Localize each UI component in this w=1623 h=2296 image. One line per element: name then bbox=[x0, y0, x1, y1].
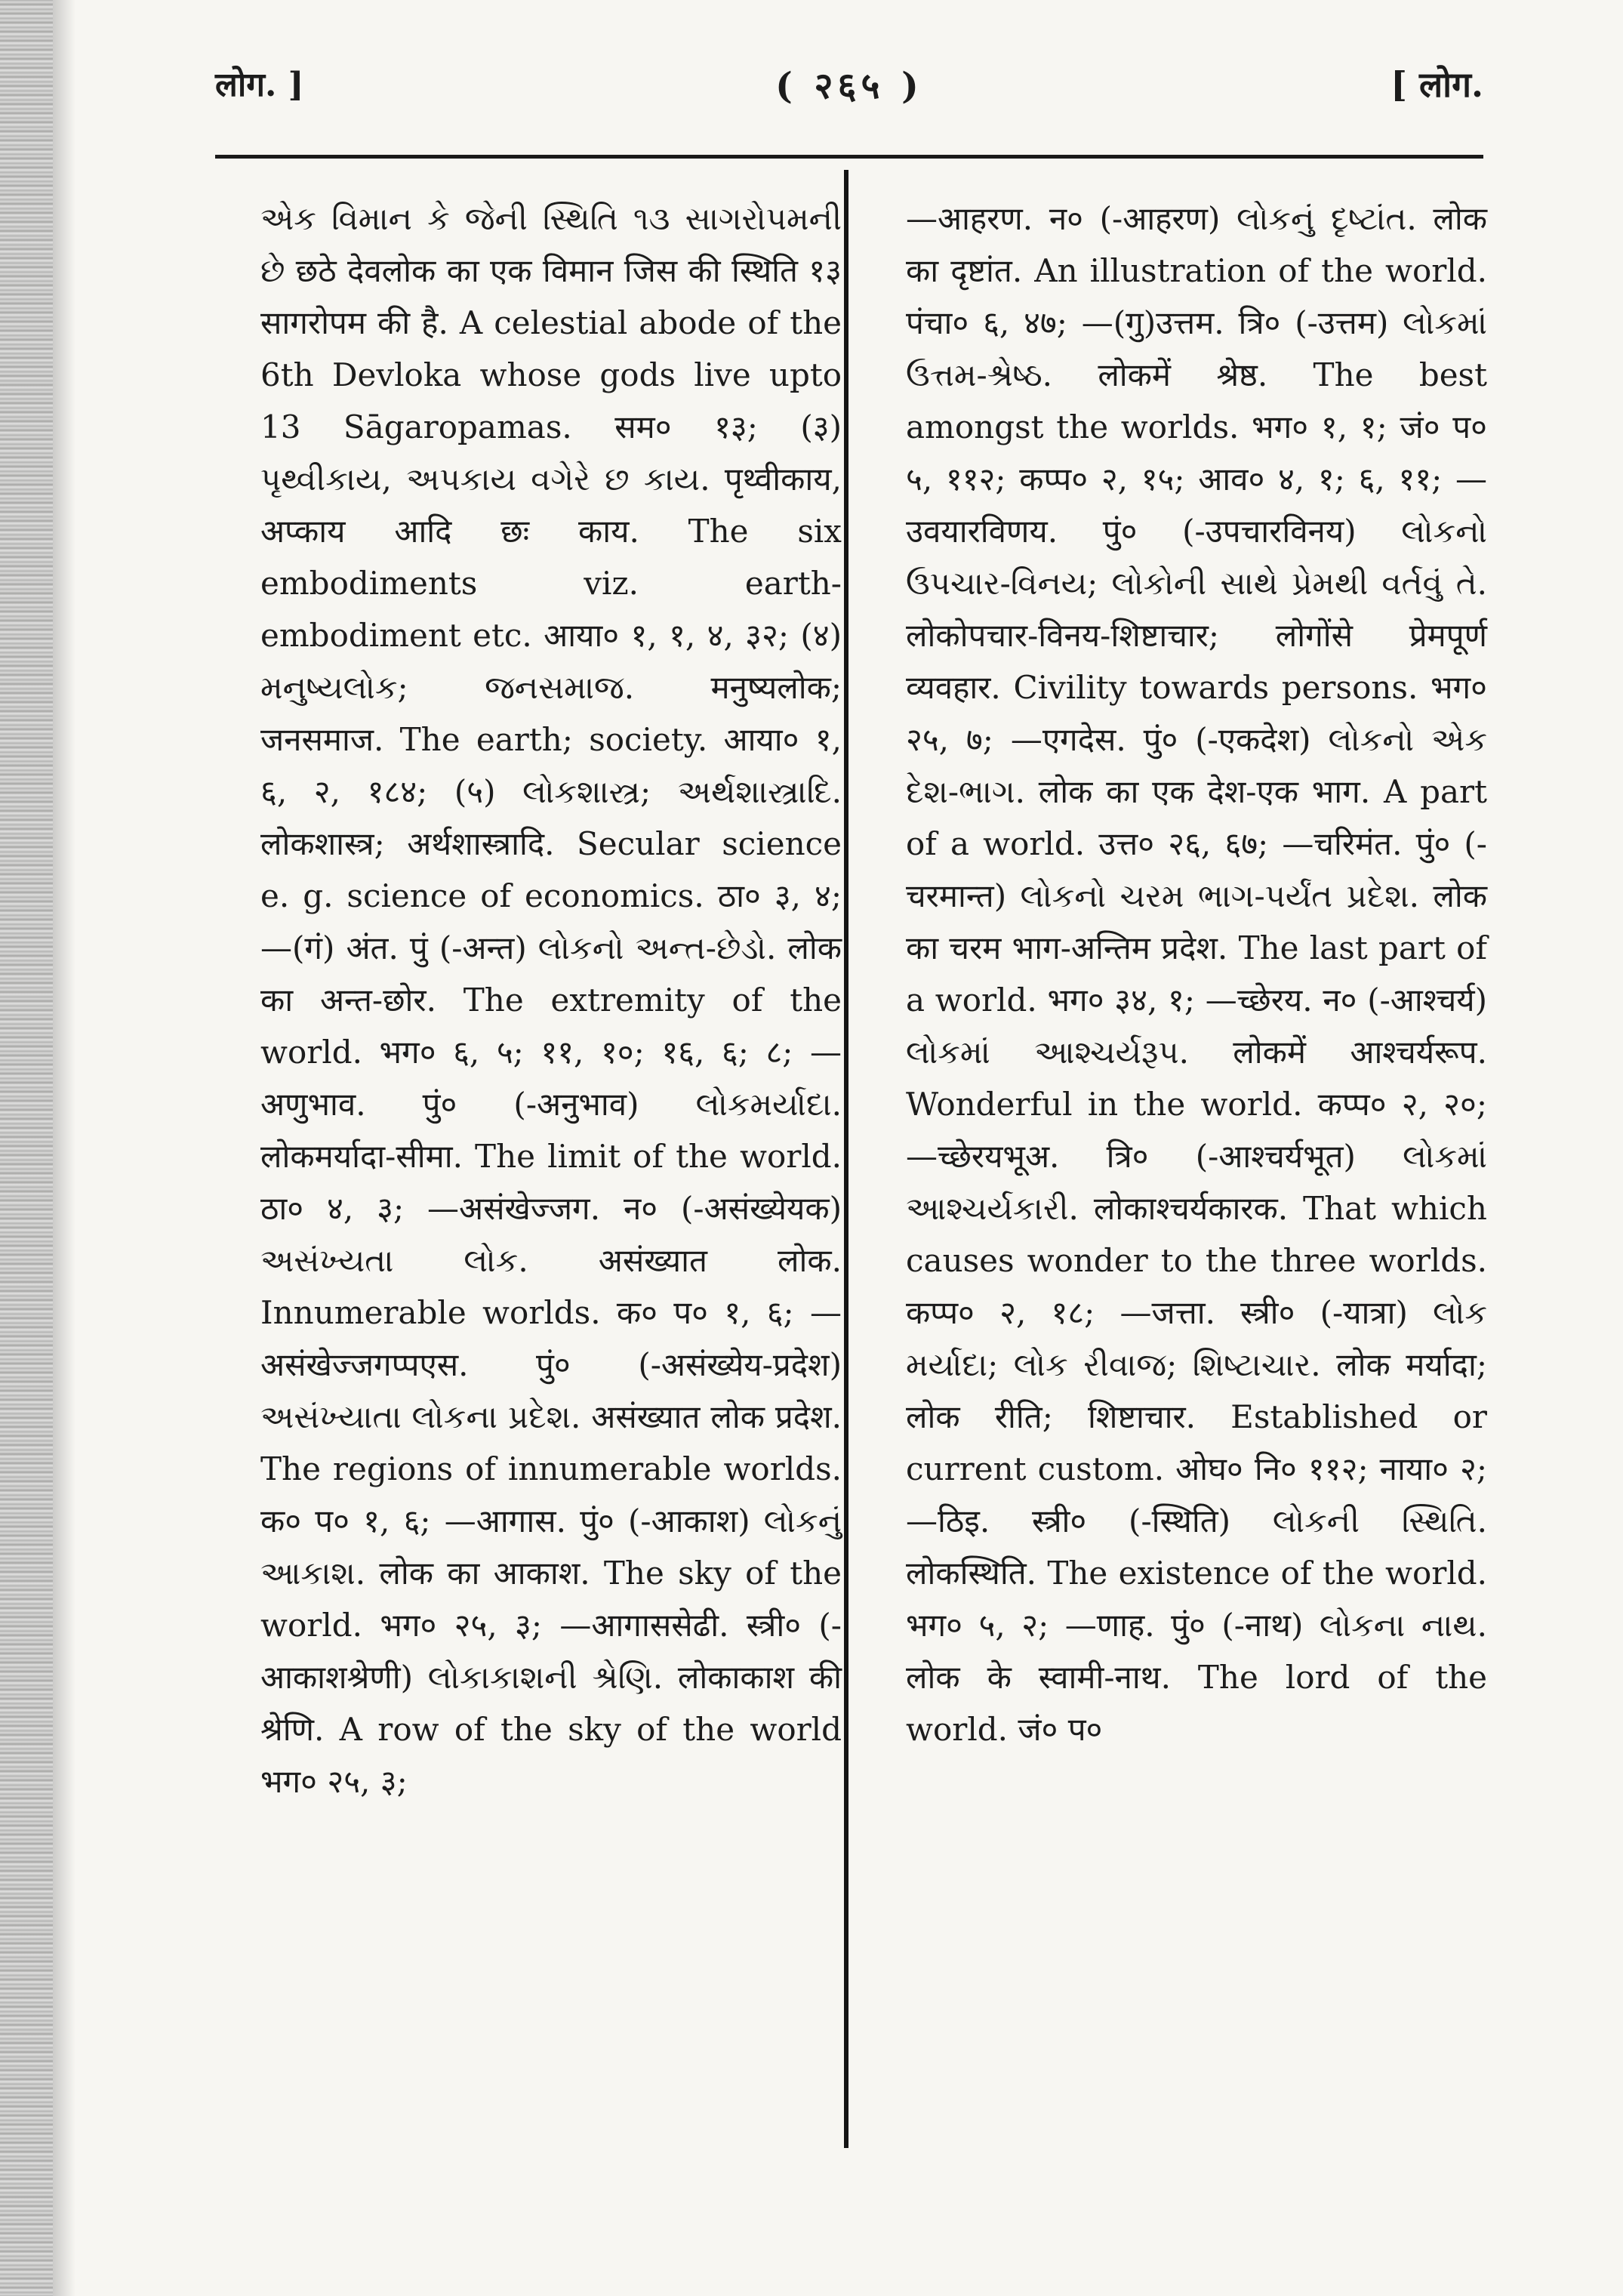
page-number: ( २६५ ) bbox=[775, 65, 923, 107]
header-rule bbox=[215, 155, 1483, 159]
right-column bbox=[906, 193, 1487, 1755]
column-divider bbox=[844, 170, 848, 2148]
left-column-text: એક વિમાન કે જેની સ્થિતિ ૧૩ સાગરોપમની છે छठे देवलोक का एक विमान जिस की स्थिति १३ सागरोपम की है. A celestial abode of the 6th Devloka whose gods live upto 13 Sāgaropamas. सम० १३; (३) પૃથ્વીકાય, અપકાય વગેરે છ કાય. पृथ्वीकाय, अप्काय आदि छः काय. The six embodiments viz. earth-embodiment etc. आया० १, १, ४, ३२; (४) મનુષ્યલોક; જનસમાજ. मनुष्यलोक; जनसमाज. The earth; society. आया० १, ६, २, १८४; (५) લોકશાસ્ત્ર; અર્થશાસ્ત્રાદિ. लोकशास्त्र; अर्थशास्त्रादि. Secular science e. g. science of economics. ठा० ३, ४; —(गं) अंत. पुं (-अन्त) લોકનો અન્ત-છેડો. लोक का अन्त-छोर. The extremity of the world. भग० ६, ५; ११, १०; १६, ६; ८; —अणुभाव. पुं० (-अनुभाव) લોકમર્યાદા. लोकमर्यादा-सीमा. The limit of the world. ठा० ४, ३; —असंखेज्जग. न० (-असंख्येयक) અસંખ્યતા લોક. असंख्यात लोक. Innumerable worlds. क० प० १, ६; —असंखेज्जगप्पएस. पुं० (-असंख्येय-प्रदेश) અસંખ્યાતા લોકના પ્રદેશ. असंख्यात लोक प्रदेश. The regions of innumerable worlds. क० प० १, ६; —आगास. पुं० (-आकाश) લોકનું આકાશ. लोक का आकाश. The sky of the world. भग० २५, ३; —आगाससेढी. स्त्री० (-आकाशश्रेणी) લોકાકાશની શ્રેણિ. लोकाकाश की श्रेणि. A row of the sky of the world भग० २५, ३; bbox=[260, 200, 842, 1800]
header-right-keyword: [ लोग. bbox=[1390, 64, 1483, 105]
right-column-text: —आहरण. न० (-आहरण) લોકનું દૃષ્ટાંત. लोक का दृष्टांत. An illustration of the world. पंचा० ६, ४७; —(गु)उत्तम. त्रि० (-उत्तम) લોકમાં ઉત્તમ-શ્રેષ્ઠ. लोकमें श्रेष्ठ. The best amongst the worlds. भग० १, १; जं० प० ५, ११२; कप्प० २, १५; आव० ४, १; ६, ११; —उवयारविणय. पुं० (-उपचारविनय) લોકનો ઉપચાર-વિનય; લોકોની સાથે પ્રેમથી વર્તવું તે. लोकोपचार-विनय-शिष्टाचार; लोगोंसे प्रेमपूर्ण व्यवहार. Civility towards persons. भग० २५, ७; —एगदेस. पुं० (-एकदेश) લોકનો એક દેશ-ભાગ. लोक का एक देश-एक भाग. A part of a world. उत्त० २६, ६७; —चरिमंत. पुं० (-चरमान्त) લોકનો ચરમ ભાગ-પર્યંત પ્રદેશ. लोक का चरम भाग-अन्तिम प्रदेश. The last part of a world. भग० ३४, १; —च्छेरय. न० (-आश्चर्य) લોકમાં આશ્ચર્યરૂપ. लोकमें आश्चर्यरूप. Wonderful in the world. कप्प० २, २०; —च्छेरयभूअ. त्रि० (-आश्चर्यभूत) લોકમાં આશ્ચર્યકારી. लोकाश्चर्यकारक. That which causes wonder to the three worlds. कप्प० २, १८; —जत्ता. स्त्री० (-यात्रा) લોક મર્યાદા; લોક રીવાજ; શિષ્ટાચાર. लोक मर्यादा; लोक रीति; शिष्टाचार. Established or current custom. ओघ० नि० ११२; नाया० २; —ठिइ. स्त्री० (-स्थिति) લોકની સ્થિતિ. लोकस्थिति. The existence of the world. भग० ५, २; —णाह. पुं० (-नाथ) લોકના નાથ. लोक के स्वामी-नाथ. The lord of the world. जं० प० bbox=[906, 200, 1487, 1748]
scan-edge bbox=[0, 0, 53, 2296]
scan-edge-shadow bbox=[53, 0, 75, 2296]
page-header bbox=[215, 60, 1483, 121]
left-column bbox=[260, 193, 842, 1808]
header-left-keyword: लोग. ] bbox=[215, 66, 304, 104]
